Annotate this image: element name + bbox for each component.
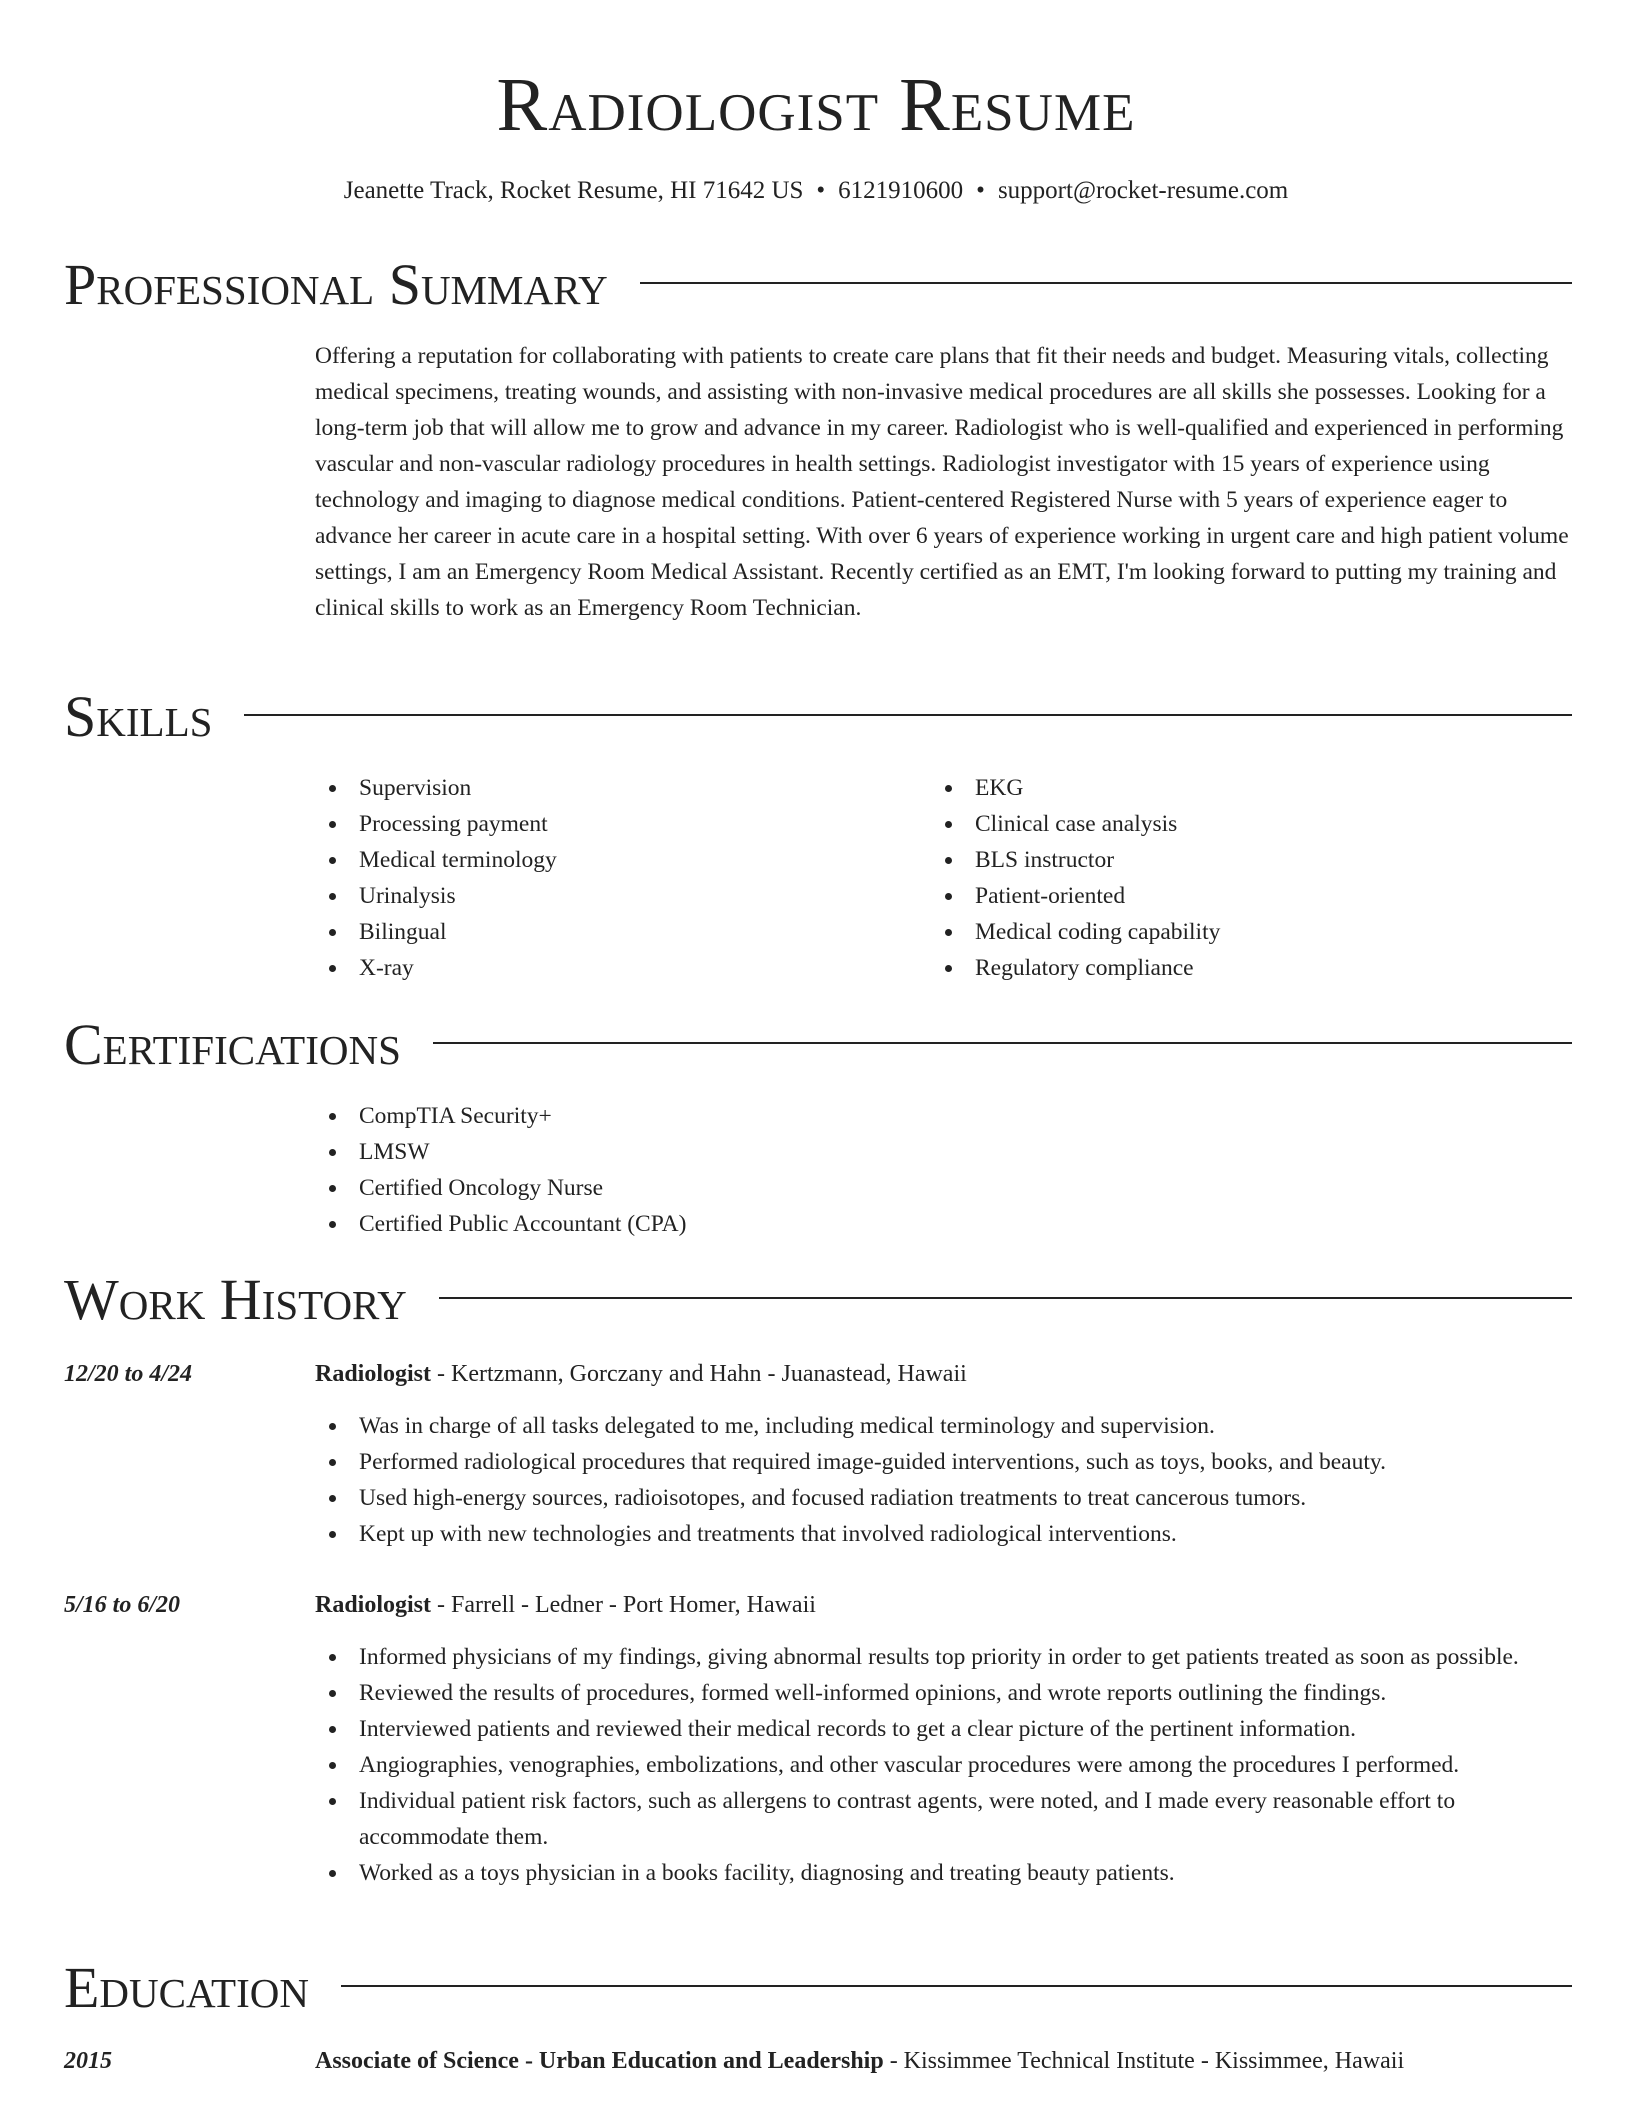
job-employer: - Kertzmann, Gorczany and Hahn - Juanastead, Hawaii: [431, 1361, 967, 1387]
skill-item: Regulatory compliance: [931, 950, 1551, 986]
job-bullet: Kept up with new technologies and treatments that involved radiological interventions.: [315, 1516, 1575, 1552]
section-title-education: Education: [64, 1955, 309, 2020]
section-title-work: Work History: [64, 1267, 407, 1332]
job-bullet: Reviewed the results of procedures, formed well-informed opinions, and wrote reports outlining the findings.: [315, 1675, 1575, 1711]
job-bullet: Interviewed patients and reviewed their medical records to get a clear picture of the pertinent information.: [315, 1711, 1575, 1747]
section-header-work: [64, 1265, 1572, 1335]
section-title-skills: Skills: [64, 684, 213, 749]
section-divider: [341, 1985, 1572, 1987]
job-employer: - Farrell - Ledner - Port Homer, Hawaii: [431, 1592, 816, 1618]
job-heading: [315, 1587, 1575, 1623]
certification-item: Certified Oncology Nurse: [315, 1170, 1575, 1206]
education-heading: [315, 2043, 1575, 2079]
job-bullet: Angiographies, venographies, embolizations, and other vascular procedures were among the procedures I performed.: [315, 1747, 1575, 1783]
section-divider: [433, 1042, 1572, 1044]
skills-list-right: [931, 770, 1551, 986]
skill-item: EKG: [931, 770, 1551, 806]
job-bullet: Was in charge of all tasks delegated to me, including medical terminology and supervision.: [315, 1408, 1575, 1444]
skill-item: Clinical case analysis: [931, 806, 1551, 842]
skill-item: Medical terminology: [315, 842, 915, 878]
summary-paragraph: Offering a reputation for collaborating with patients to create care plans that fit their needs and budget. Measuring vitals, collecting medical specimens, treating wounds, and assisting with non-invasive medical procedures are all skills she possesses. Looking for a long-term job that will allow me to grow and advance in my career. Radiologist who is well-qualified and experienced in performing vascular and non-vascular radiology procedures in health settings. Radiologist investigator with 15 years of experience using technology and imaging to diagnose medical conditions. Patient-centered Registered Nurse with 5 years of experience eager to advance her career in acute care in a hospital setting. With over 6 years of experience working in urgent care and high patient volume settings, I am an Emergency Room Medical Assistant. Recently certified as an EMT, I'm looking forward to putting my training and clinical skills to work as an Emergency Room Technician.: [315, 343, 1569, 621]
job-bullets: [315, 1408, 1575, 1552]
resume-title: Radiologist Resume: [496, 63, 1136, 147]
skill-item: Processing payment: [315, 806, 915, 842]
section-title-summary: Professional Summary: [64, 252, 608, 317]
contact-separator: •: [976, 177, 985, 204]
job-bullet: Performed radiological procedures that required image-guided interventions, such as toys, books, and beauty.: [315, 1444, 1575, 1480]
job-dates: 12/20 to 4/24: [64, 1361, 193, 1387]
section-divider: [439, 1297, 1572, 1299]
section-divider: [244, 714, 1572, 716]
education-year: 2015: [64, 2048, 112, 2074]
skill-item: Supervision: [315, 770, 915, 806]
skill-item: Patient-oriented: [931, 878, 1551, 914]
skill-item: BLS instructor: [931, 842, 1551, 878]
skill-item: Medical coding capability: [931, 914, 1551, 950]
education-degree: Associate of Science - Urban Education and Leadership: [315, 2048, 884, 2074]
section-title-certifications: Certifications: [64, 1012, 401, 1077]
contact-address: Jeanette Track, Rocket Resume, HI 71642 US: [343, 177, 804, 204]
job-title: Radiologist: [315, 1361, 432, 1387]
skill-item: Urinalysis: [315, 878, 915, 914]
job-bullet: Informed physicians of my findings, giving abnormal results top priority in order to get patients treated as soon as possible.: [315, 1639, 1575, 1675]
skills-list-left: [315, 770, 915, 986]
section-header-skills: [64, 682, 1572, 752]
job-bullet: Used high-energy sources, radioisotopes, and focused radiation treatments to treat cancerous tumors.: [315, 1480, 1575, 1516]
section-divider: [640, 282, 1572, 284]
job-title: Radiologist: [315, 1592, 432, 1618]
job-bullet: Worked as a toys physician in a books facility, diagnosing and treating beauty patients.: [315, 1855, 1575, 1891]
section-header-education: [64, 1953, 1572, 2023]
section-header-summary: [64, 250, 1572, 320]
certification-item: LMSW: [315, 1134, 1575, 1170]
contact-line: [0, 174, 1632, 208]
job-dates: 5/16 to 6/20: [64, 1592, 181, 1618]
skill-item: X-ray: [315, 950, 915, 986]
certification-item: CompTIA Security+: [315, 1098, 1575, 1134]
contact-phone: 6121910600: [838, 177, 964, 204]
certification-item: Certified Public Accountant (CPA): [315, 1206, 1575, 1242]
skill-item: Bilingual: [315, 914, 915, 950]
certifications-list: [315, 1098, 1575, 1242]
job-bullets: [315, 1639, 1575, 1891]
job-bullet: Individual patient risk factors, such as allergens to contrast agents, were noted, and I made every reasonable effort to accommodate them.: [315, 1783, 1575, 1855]
contact-separator: •: [816, 177, 826, 204]
job-heading: [315, 1356, 1575, 1392]
education-school: - Kissimmee Technical Institute - Kissimmee, Hawaii: [883, 2048, 1405, 2074]
contact-email[interactable]: support@rocket-resume.com: [997, 177, 1289, 204]
section-header-certifications: [64, 1010, 1572, 1080]
